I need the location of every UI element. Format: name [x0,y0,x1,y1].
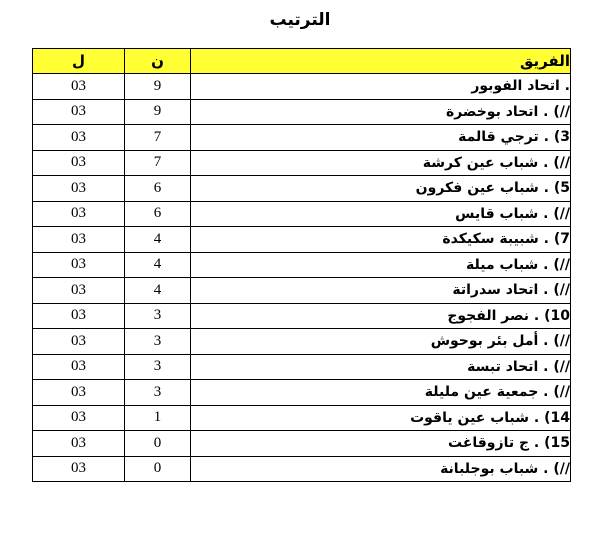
points-cell: 3 [125,354,191,380]
losses-cell: 03 [33,431,125,457]
points-cell: 7 [125,150,191,176]
table-row [33,176,571,202]
table-row [33,227,571,253]
table-row [33,329,571,355]
team-name-cell: //) . اتحاد سدراتة [191,278,571,304]
team-name-cell: 5) . شباب عين فكرون [191,176,571,202]
table-row [33,74,571,100]
team-name-cell: //) . اتحاد بوخضرة [191,99,571,125]
team-name-cell: 10) . نصر الفجوج [191,303,571,329]
losses-cell: 03 [33,278,125,304]
team-name-cell: //) . شباب بوجلبانة [191,456,571,482]
team-name-cell: //) . جمعية عين مليلة [191,380,571,406]
table-row [33,252,571,278]
points-cell: 3 [125,303,191,329]
team-name-cell: 15) . ج تازوقاغت [191,431,571,457]
losses-cell: 03 [33,150,125,176]
losses-cell: 03 [33,201,125,227]
points-cell: 4 [125,252,191,278]
table-row [33,150,571,176]
losses-cell: 03 [33,354,125,380]
table-row [33,405,571,431]
points-cell: 4 [125,278,191,304]
team-name-cell: //) . أمل بئر بوحوش [191,329,571,355]
points-cell: 7 [125,125,191,151]
table-row [33,354,571,380]
losses-cell: 03 [33,456,125,482]
losses-cell: 03 [33,405,125,431]
losses-cell: 03 [33,252,125,278]
losses-cell: 03 [33,125,125,151]
table-row [33,303,571,329]
losses-cell: 03 [33,329,125,355]
points-cell: 3 [125,329,191,355]
points-cell: 0 [125,431,191,457]
team-name-cell: . اتحاد الفوبور [191,74,571,100]
table-row [33,125,571,151]
losses-cell: 03 [33,227,125,253]
losses-cell: 03 [33,176,125,202]
points-cell: 1 [125,405,191,431]
table-row [33,201,571,227]
losses-column-header: ل [33,49,125,74]
table-header-row [33,49,571,74]
losses-cell: 03 [33,303,125,329]
team-name-cell: //) . شباب قايس [191,201,571,227]
standings-table [32,48,571,482]
points-column-header: ن [125,49,191,74]
table-row [33,99,571,125]
table-row [33,431,571,457]
team-name-cell: 7) . شبيبة سكيكدة [191,227,571,253]
team-name-cell: 3) . ترجي قالمة [191,125,571,151]
page-title: الترتيب [269,10,331,30]
table-row [33,380,571,406]
team-name-cell: //) . شباب عين كرشة [191,150,571,176]
team-name-cell: 14) . شباب عين ياقوت [191,405,571,431]
points-cell: 0 [125,456,191,482]
points-cell: 9 [125,99,191,125]
points-cell: 6 [125,201,191,227]
losses-cell: 03 [33,99,125,125]
table-row [33,456,571,482]
points-cell: 3 [125,380,191,406]
points-cell: 9 [125,74,191,100]
points-cell: 4 [125,227,191,253]
losses-cell: 03 [33,380,125,406]
team-name-cell: //) . شباب ميلة [191,252,571,278]
team-column-header: الفريق [191,49,571,74]
losses-cell: 03 [33,74,125,100]
points-cell: 6 [125,176,191,202]
team-name-cell: //) . اتحاد تبسة [191,354,571,380]
table-row [33,278,571,304]
